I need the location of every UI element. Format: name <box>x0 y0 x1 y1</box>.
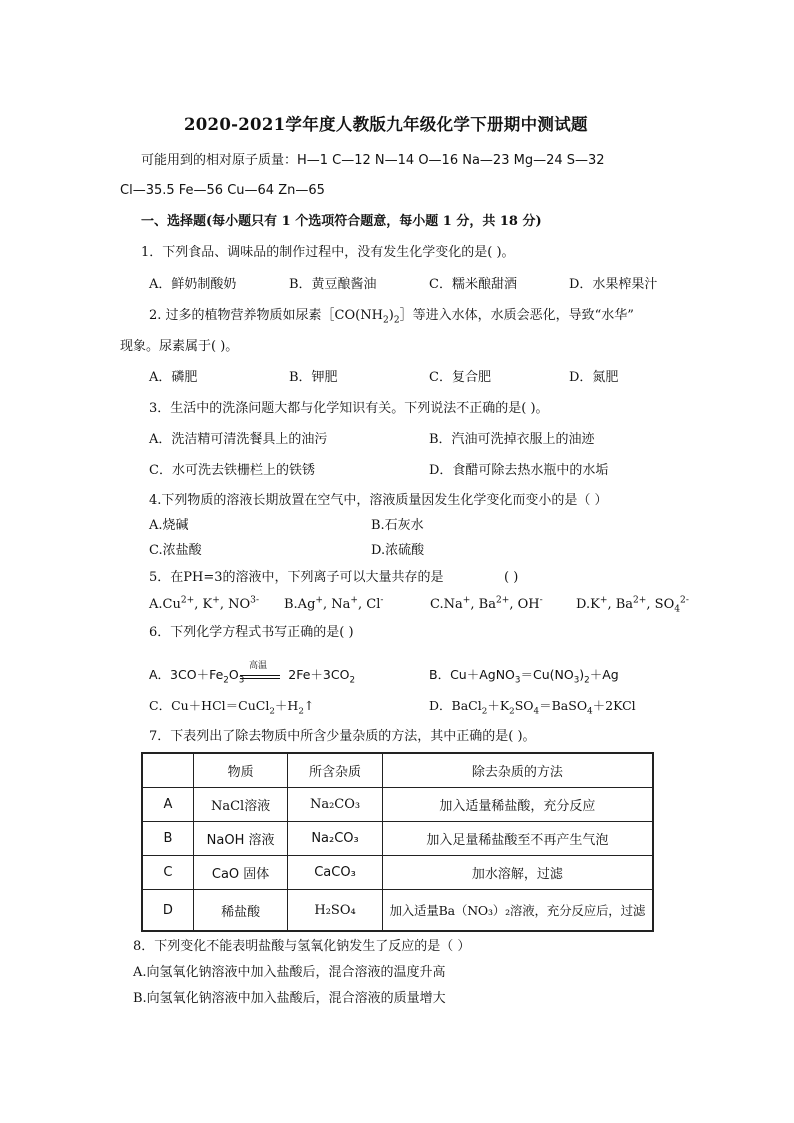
q1-option-b: B．黄豆酿酱油 <box>289 277 377 292</box>
q1-option-d: D．水果榨果汁 <box>569 277 658 292</box>
q4-option-a: A.烧碱 <box>149 518 189 533</box>
q1-option-a: A．鲜奶制酸奶 <box>149 277 237 292</box>
q8-stem: 8．下列变化不能表明盐酸与氢氧化钠发生了反应的是（ ） <box>133 939 471 954</box>
table-cell: C <box>142 856 193 890</box>
q6-option-c <box>149 697 314 715</box>
table-cell: 加入足量稀盐酸至不再产生气泡 <box>382 822 653 856</box>
table-cell: CaCO₃ <box>288 856 382 890</box>
double-equals-sign <box>240 675 280 679</box>
eq-part: D．BaCl <box>429 698 482 713</box>
subscript: 4 <box>533 706 540 717</box>
eq-part: B．Cu＋AgNO <box>429 667 515 682</box>
table-header-cell: 除去杂质的方法 <box>382 753 653 788</box>
q5-c-ion1: C.Na <box>430 597 463 612</box>
charge: + <box>599 595 608 606</box>
gas-arrow: ↑ <box>303 698 315 713</box>
q5-a-ion2: , K <box>194 597 213 612</box>
eq-part: ＋2KCl <box>592 698 636 713</box>
charge: + <box>462 595 471 606</box>
eq-part: ＋Ag <box>589 667 619 682</box>
q5-option-b <box>284 596 384 614</box>
q6-option-d <box>429 697 636 715</box>
q5-option-c <box>430 596 543 614</box>
section-heading: 一、选择题(每小题只有 1 个选项符合题意，每小题 1 分，共 18 分) <box>141 214 542 229</box>
subscript: 2 <box>349 675 356 686</box>
q2-stem-a: 2. 过多的植物营养物质如尿素［CO(NH <box>149 308 383 323</box>
eq-part: ＝Cu(NO <box>520 667 574 682</box>
q2-stem-c: ］等进入水体，水质会恶化，导致“水华” <box>399 308 634 323</box>
q5-answer-paren: ( ) <box>504 570 519 585</box>
subscript: 2 <box>269 706 275 717</box>
q5-d-ion1: D.K <box>576 597 600 612</box>
charge: + <box>212 595 220 606</box>
table-cell: Na₂CO₃ <box>288 788 382 822</box>
q7-table <box>141 752 654 932</box>
charge: 2+ <box>633 595 647 606</box>
q2-stem-line2: 现象。尿素属于( )。 <box>120 339 239 354</box>
subscript: 2 <box>584 675 590 686</box>
table-cell: 加水溶解，过滤 <box>382 856 653 890</box>
q4-option-d: D.浓硫酸 <box>371 543 425 558</box>
q5-option-d <box>576 596 689 614</box>
charge: 2- <box>680 595 689 606</box>
q2-option-a: A．磷肥 <box>149 370 198 385</box>
q3-option-b: B．汽油可洗掉衣服上的油迹 <box>429 432 595 447</box>
q5-stem: 5．在PH=3的溶液中，下列离子可以大量共存的是 <box>149 570 444 585</box>
q5-c-ion3: , OH <box>509 597 540 612</box>
q5-b-ion2: , Na <box>323 597 351 612</box>
q7-stem: 7．下表列出了除去物质中所含少量杂质的方法，其中正确的是( )。 <box>149 729 536 744</box>
subscript: 2 <box>223 675 229 686</box>
q5-b-ion1: B.Ag <box>284 597 316 612</box>
charge: 3- <box>250 595 260 606</box>
q1-option-c: C．糯米酿甜酒 <box>429 277 517 292</box>
eq-part: C．Cu＋HCl＝CuCl <box>149 698 270 713</box>
page-title: 2020-2021学年度人教版九年级化学下册期中测试题 <box>184 115 588 134</box>
subscript: 3 <box>238 675 245 686</box>
q8-option-b: B.向氢氧化钠溶液中加入盐酸后，混合溶液的质量增大 <box>133 991 446 1006</box>
charge: + <box>315 595 324 606</box>
subscript: 3 <box>514 675 521 686</box>
atomic-masses-line1: 可能用到的相对原子质量：H—1 C—12 N—14 O—16 Na—23 Mg—24 S—32 <box>141 153 605 168</box>
table-header-cell <box>142 753 193 788</box>
q4-option-c: C.浓盐酸 <box>149 543 202 558</box>
table-header-cell: 所含杂质 <box>288 753 382 788</box>
subscript: 2 <box>509 706 515 717</box>
subscript: 2 <box>298 706 304 717</box>
q3-option-a: A．洗洁精可清洗餐具上的油污 <box>149 432 328 447</box>
q6-option-b <box>429 666 619 684</box>
q3-option-c: C．水可洗去铁栅栏上的铁锈 <box>149 463 315 478</box>
table-header-row <box>142 753 653 788</box>
subscript: 4 <box>587 706 593 717</box>
charge: 2+ <box>495 595 510 606</box>
table-row <box>142 822 653 856</box>
subscript: 3 <box>573 675 580 686</box>
q2-stem <box>149 307 634 325</box>
table-cell: B <box>142 822 193 856</box>
eq-part: ＋H <box>274 698 299 713</box>
table-row <box>142 856 653 890</box>
table-cell: H₂SO₄ <box>288 890 382 932</box>
q2-sub: 2 <box>382 315 389 326</box>
subscript: 2 <box>481 706 488 717</box>
q5-a-ion3: , NO <box>219 597 251 612</box>
q2-sub: 2 <box>393 315 400 326</box>
q5-b-ion3: , Cl <box>358 597 381 612</box>
table-cell: 加入适量稀盐酸，充分反应 <box>382 788 653 822</box>
eq-part: SO <box>514 698 534 713</box>
eq-part: O <box>228 667 239 682</box>
charge: + <box>350 595 359 606</box>
q2-option-c: C．复合肥 <box>429 370 491 385</box>
table-cell: D <box>142 890 193 932</box>
q2-option-b: B．钾肥 <box>289 370 338 385</box>
q6-stem: 6．下列化学方程式书写正确的是( ) <box>149 625 354 640</box>
table-cell: NaOH 溶液 <box>193 822 288 856</box>
q3-stem: 3．生活中的洗涤问题大都与化学知识有关。下列说法不正确的是( )。 <box>149 401 549 416</box>
q2-stem-b: ) <box>388 308 394 323</box>
table-row <box>142 788 653 822</box>
q4-stem: 4.下列物质的溶液长期放置在空气中，溶液质量因发生化学变化而变小的是（ ） <box>149 493 608 508</box>
q5-a-ion1: A.Cu <box>149 597 181 612</box>
q5-d-ion3: , SO <box>646 597 675 612</box>
charge: - <box>380 595 384 606</box>
q8-option-a: A.向氢氧化钠溶液中加入盐酸后，混合溶液的温度升高 <box>133 965 446 980</box>
eq-part: ＋K <box>487 698 510 713</box>
table-cell: CaO 固体 <box>193 856 288 890</box>
charge: - <box>539 595 543 606</box>
q3-option-d: D．食醋可除去热水瓶中的水垢 <box>429 463 609 478</box>
table-cell: Na₂CO₃ <box>288 822 382 856</box>
table-cell: 加入适量Ba（NO₃）₂溶液，充分反应后，过滤 <box>382 890 653 932</box>
q5-option-a <box>149 596 259 614</box>
q5-d-ion2: , Ba <box>607 597 634 612</box>
eq-part: A．3CO＋Fe <box>149 667 224 682</box>
atomic-masses-line2: Cl—35.5 Fe—56 Cu—64 Zn—65 <box>120 183 325 198</box>
table-cell: A <box>142 788 193 822</box>
reaction-condition: 高温 <box>249 661 268 671</box>
eq-part: 2Fe＋3CO <box>288 667 350 682</box>
table-cell: 稀盐酸 <box>193 890 288 932</box>
q4-option-b: B.石灰水 <box>371 518 424 533</box>
table-header-cell: 物质 <box>193 753 288 788</box>
eq-part: ) <box>579 667 585 682</box>
q5-c-ion2: , Ba <box>470 597 496 612</box>
eq-part: ＝BaSO <box>539 698 588 713</box>
q2-option-d: D．氮肥 <box>569 370 619 385</box>
q1-stem: 1．下列食品、调味品的制作过程中，没有发生化学变化的是( )。 <box>141 245 515 260</box>
table-row <box>142 890 653 932</box>
subscript: 4 <box>674 604 681 615</box>
table-cell: NaCl溶液 <box>193 788 288 822</box>
charge: 2+ <box>180 595 195 606</box>
